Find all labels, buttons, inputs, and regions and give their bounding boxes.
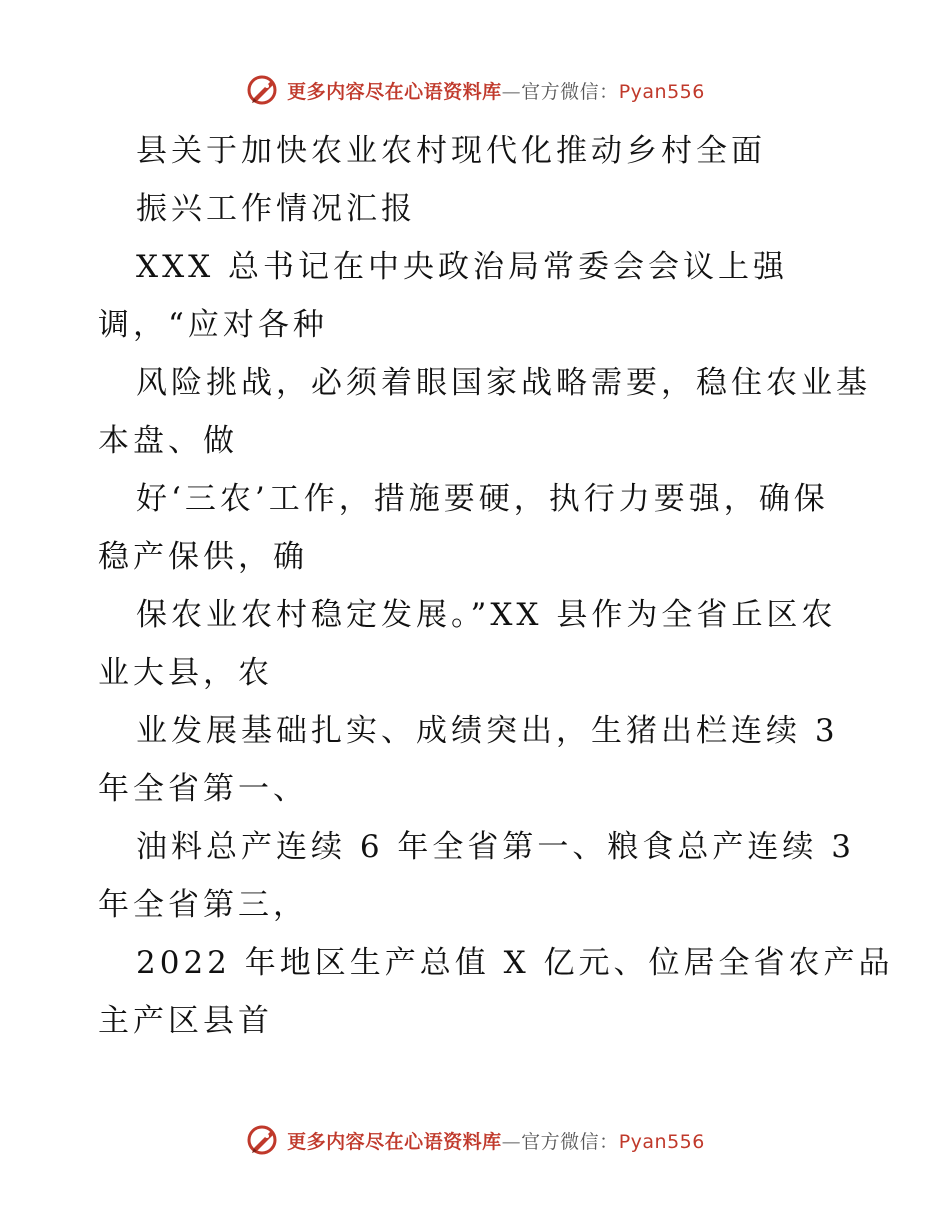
- header-contact-label: 官方微信：: [521, 80, 619, 103]
- footer-banner: [0, 1118, 950, 1162]
- paragraph-line: 调，“应对各种: [98, 307, 328, 343]
- paragraph-line: 风险挑战，必须着眼国家战略需要，稳住农业基: [136, 365, 871, 401]
- paragraph-line: 年全省第一、: [98, 771, 308, 807]
- footer-contact-label: 官方微信：: [521, 1130, 619, 1153]
- footer-banner-content: [245, 1122, 705, 1158]
- footer-banner-text: [287, 1127, 705, 1154]
- paragraph-line: 2022 年地区生产总值 X 亿元、位居全省农产品: [136, 945, 894, 981]
- header-wechat-id: Pyan556: [618, 80, 705, 103]
- header-banner: [0, 68, 950, 112]
- paragraph-line: 保农业农村稳定发展。”XX 县作为全省丘区农: [136, 597, 837, 633]
- paragraph-line: 年全省第三，: [98, 887, 308, 923]
- pen-logo-icon: [245, 1122, 281, 1158]
- header-separator: —: [501, 80, 522, 103]
- title-line-1: 县关于加快农业农村现代化推动乡村全面: [136, 133, 766, 169]
- header-banner-content: [245, 72, 705, 108]
- pen-logo-icon: [245, 72, 281, 108]
- paragraph-line: 本盘、做: [98, 423, 238, 459]
- paragraph-line: 稳产保供，确: [98, 539, 308, 575]
- paragraph-line: 业发展基础扎实、成绩突出，生猪出栏连续 3: [136, 713, 839, 749]
- paragraph-line: XXX 总书记在中央政治局常委会会议上强: [136, 249, 789, 285]
- footer-wechat-id: Pyan556: [618, 1130, 705, 1153]
- title-line-2: 振兴工作情况汇报: [136, 191, 416, 227]
- paragraph-line: 业大县，农: [98, 655, 273, 691]
- paragraph-line: 好‘三农’工作，措施要硬，执行力要强，确保: [136, 481, 829, 517]
- header-banner-text: [287, 77, 705, 104]
- footer-separator: —: [501, 1130, 522, 1153]
- header-brand-text: 更多内容尽在心语资料库: [287, 80, 502, 103]
- paragraph-line: 主产区县首: [98, 1003, 273, 1039]
- paragraph-line: 油料总产连续 6 年全省第一、粮食总产连续 3: [136, 829, 856, 865]
- footer-brand-text: 更多内容尽在心语资料库: [287, 1130, 502, 1153]
